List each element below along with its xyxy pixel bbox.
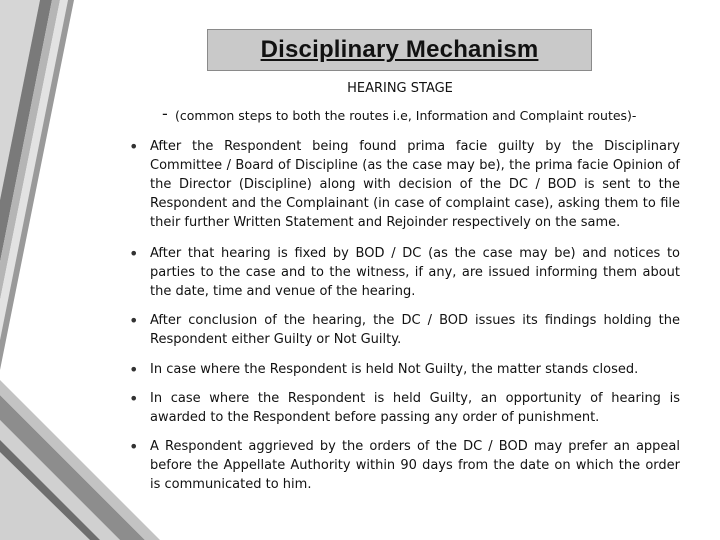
bullet-marker: • [129, 360, 139, 379]
bullet-text-1: After the Respondent being found prima facie guilty by the Disciplinary Committee / Board of Discipline (as the case may be), the prima facie Opinion of the Director (Discipline) along with decision of the DC / BOD is sent to the Respondent and the Complainant (in case of complaint case), asking them to file their further Written Statement and Rejoinder respectively on the same. [150, 139, 680, 230]
bullet-text-4: In case where the Respondent is held Not Guilty, the matter stands closed. [150, 362, 639, 377]
title-box [207, 29, 592, 71]
bullet-text-2: After that hearing is fixed by BOD / DC (as the case may be) and notices to parties to the case and to the witness, if any, are issued informing them about the date, time and venue of the hearing. [150, 246, 680, 299]
bullet-marker: • [129, 311, 139, 330]
bullet-text-6: A Respondent aggrieved by the orders of the DC / BOD may prefer an appeal before the Appellate Authority within 90 days from the date on which the order is communicated to him. [150, 439, 680, 492]
slide-title: Disciplinary Mechanism [260, 36, 539, 63]
intro-text: (common steps to both the routes i.e, Information and Complaint routes)- [175, 108, 637, 123]
bullet-marker: • [129, 137, 139, 156]
bullet-marker: • [129, 244, 139, 263]
bullet-text-5: In case where the Respondent is held Guilty, an opportunity of hearing is awarded to the Respondent before passing any order of punishment. [150, 391, 680, 425]
bullet-text-3: After conclusion of the hearing, the DC / BOD issues its findings holding the Respondent either Guilty or Not Guilty. [150, 313, 680, 347]
slide-subtitle: HEARING STAGE [347, 81, 453, 96]
bullet-marker: • [129, 437, 139, 456]
intro-dash: - [162, 104, 168, 123]
bullet-marker: • [129, 389, 139, 408]
